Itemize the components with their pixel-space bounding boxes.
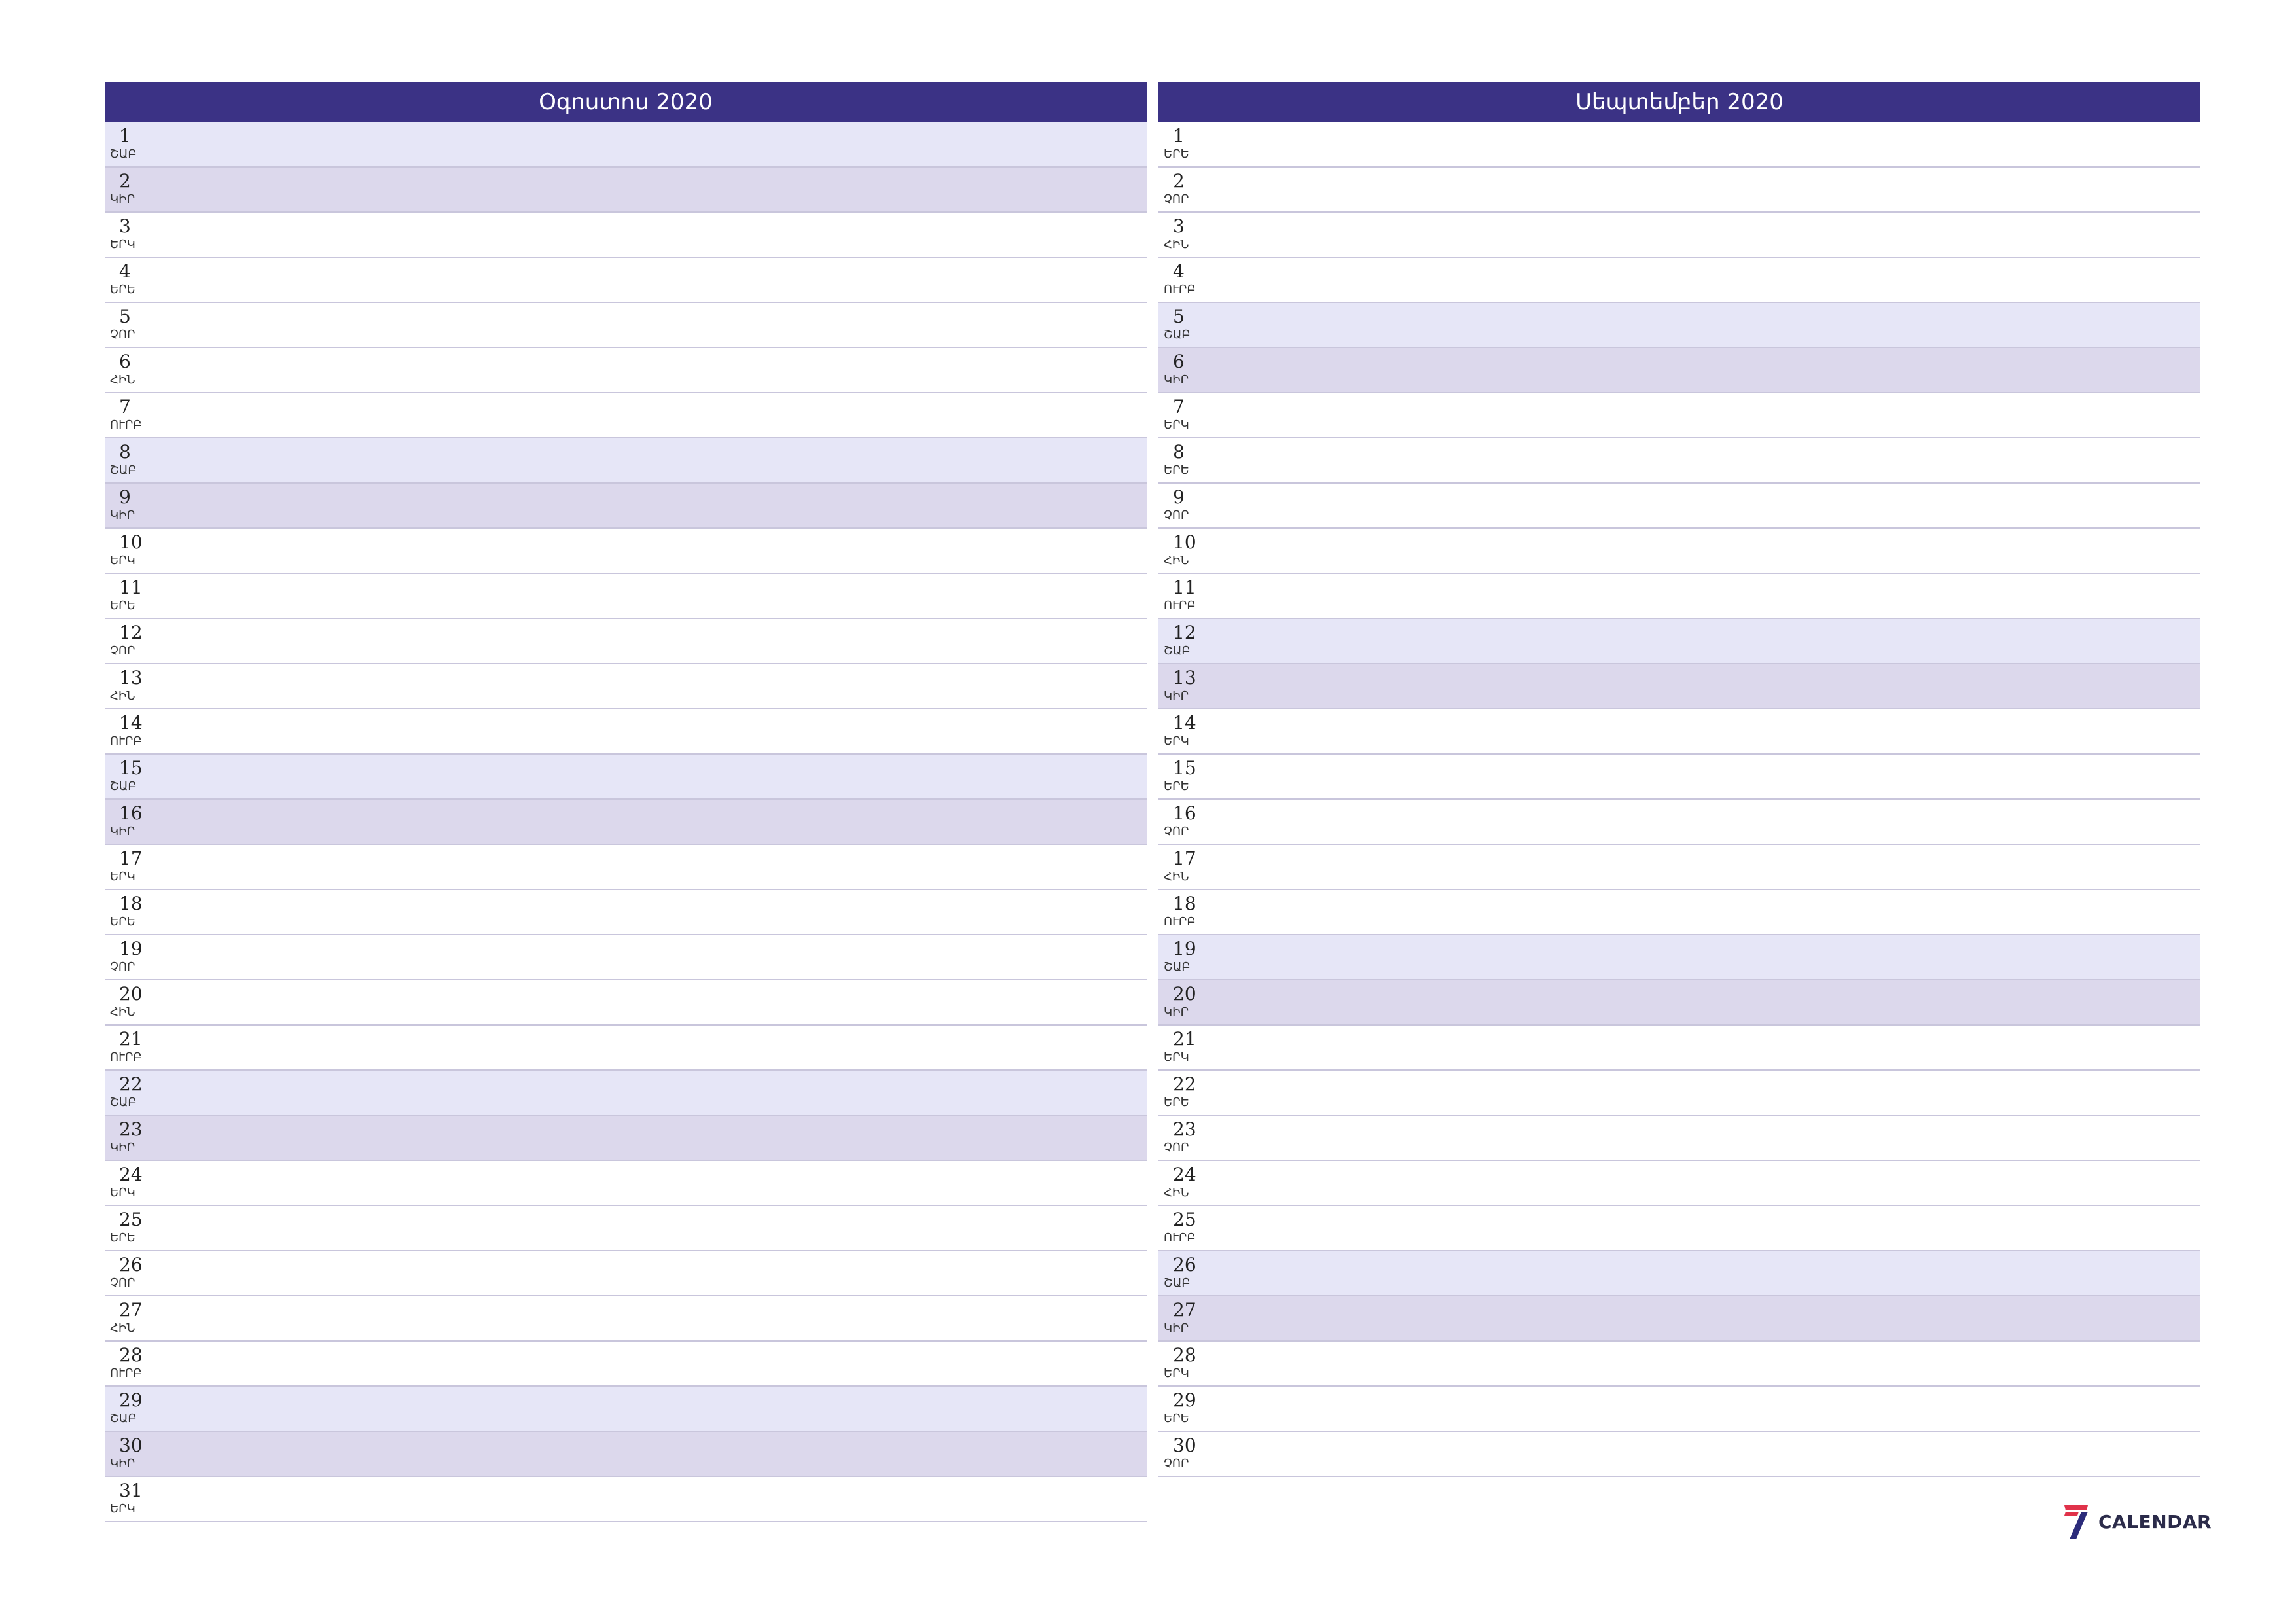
- weekday-label: ՇԱԲ: [110, 779, 137, 793]
- day-row: [105, 529, 1147, 574]
- day-row: [1158, 1342, 2200, 1387]
- weekday-label: ԿԻՐ: [110, 825, 135, 838]
- 7-logo-icon: [2062, 1503, 2092, 1541]
- day-row: [1158, 258, 2200, 303]
- weekday-label: ՀԻՆ: [110, 689, 135, 703]
- day-row: [1158, 1296, 2200, 1342]
- day-row: [105, 1026, 1147, 1071]
- day-row: [1158, 213, 2200, 258]
- day-row: [105, 258, 1147, 303]
- day-row: [105, 1071, 1147, 1116]
- day-number: 26: [1173, 1254, 1196, 1275]
- day-number: 21: [119, 1028, 143, 1050]
- day-row: [105, 303, 1147, 348]
- day-row: [1158, 574, 2200, 619]
- day-row: [1158, 1071, 2200, 1116]
- weekday-label: ԵՐԵ: [1164, 779, 1189, 793]
- weekday-label: ՉՈՐ: [110, 1276, 135, 1290]
- weekday-label: ԵՐԿ: [1164, 1366, 1189, 1380]
- weekday-label: ԿԻՐ: [1164, 689, 1189, 703]
- day-number: 13: [119, 667, 143, 688]
- weekday-label: ՉՈՐ: [1164, 825, 1189, 838]
- weekday-label: ԿԻՐ: [1164, 373, 1189, 387]
- day-number: 25: [1173, 1209, 1196, 1230]
- day-row: [1158, 709, 2200, 755]
- weekday-label: ԵՐԵ: [1164, 1096, 1189, 1109]
- weekday-label: ԿԻՐ: [1164, 1321, 1189, 1335]
- day-number: 17: [1173, 847, 1196, 869]
- day-row: [105, 348, 1147, 393]
- weekday-label: ԵՐԿ: [110, 554, 135, 567]
- weekday-label: ԵՐԿ: [1164, 1050, 1189, 1064]
- day-number: 28: [1173, 1344, 1196, 1366]
- day-number: 31: [119, 1480, 143, 1501]
- day-row: [1158, 1432, 2200, 1477]
- weekday-label: ԵՐԵ: [1164, 463, 1189, 477]
- day-number: 21: [1173, 1028, 1196, 1050]
- day-row: [1158, 1251, 2200, 1296]
- day-number: 14: [119, 712, 143, 734]
- day-number: 5: [119, 306, 131, 327]
- brand-logo: [2062, 1502, 2212, 1541]
- weekday-label: ՈՒՐԲ: [1164, 1231, 1196, 1245]
- day-number: 30: [119, 1435, 143, 1456]
- weekday-label: ՉՈՐ: [110, 328, 135, 342]
- weekday-label: ՈՒՐԲ: [1164, 283, 1196, 296]
- weekday-label: ԿԻՐ: [1164, 1005, 1189, 1019]
- weekday-label: ՈՒՐԲ: [110, 1050, 142, 1064]
- day-list: [1158, 122, 2200, 1477]
- day-number: 18: [119, 893, 143, 914]
- day-row: [105, 1116, 1147, 1161]
- day-row: [1158, 529, 2200, 574]
- day-row: [105, 122, 1147, 168]
- day-row: [105, 755, 1147, 800]
- day-row: [105, 935, 1147, 980]
- day-row: [1158, 168, 2200, 213]
- day-number: 18: [1173, 893, 1196, 914]
- weekday-label: ՈՒՐԲ: [110, 734, 142, 748]
- day-row: [105, 890, 1147, 935]
- day-number: 15: [119, 757, 143, 779]
- weekday-label: ՀԻՆ: [110, 1005, 135, 1019]
- day-number: 12: [1173, 622, 1196, 643]
- weekday-label: ԵՐԵ: [110, 915, 135, 929]
- day-number: 19: [1173, 938, 1196, 959]
- day-row: [1158, 619, 2200, 664]
- weekday-label: ԵՐԿ: [1164, 734, 1189, 748]
- day-number: 8: [119, 441, 131, 463]
- day-number: 4: [119, 260, 131, 282]
- day-number: 29: [1173, 1389, 1196, 1411]
- day-number: 7: [119, 396, 131, 418]
- day-number: 5: [1173, 306, 1185, 327]
- weekday-label: ՉՈՐ: [1164, 1457, 1189, 1471]
- day-row: [105, 1251, 1147, 1296]
- day-row: [1158, 1026, 2200, 1071]
- day-number: 23: [119, 1118, 143, 1140]
- day-number: 7: [1173, 396, 1185, 418]
- weekday-label: ԿԻՐ: [110, 1457, 135, 1471]
- day-row: [105, 800, 1147, 845]
- weekday-label: ԿԻՐ: [110, 1141, 135, 1154]
- day-row: [1158, 1116, 2200, 1161]
- day-number: 19: [119, 938, 143, 959]
- weekday-label: ՇԱԲ: [1164, 644, 1191, 658]
- day-number: 28: [119, 1344, 143, 1366]
- day-number: 8: [1173, 441, 1185, 463]
- day-number: 23: [1173, 1118, 1196, 1140]
- weekday-label: ԵՐԿ: [110, 238, 135, 251]
- weekday-label: ՉՈՐ: [110, 644, 135, 658]
- weekday-label: ՀԻՆ: [1164, 238, 1189, 251]
- weekday-label: ԵՐԵ: [110, 283, 135, 296]
- day-row: [1158, 122, 2200, 168]
- month-title: Օգոստոս 2020: [105, 82, 1147, 122]
- day-number: 13: [1173, 667, 1196, 688]
- day-row: [105, 1206, 1147, 1251]
- weekday-label: ԵՐԿ: [1164, 418, 1189, 432]
- day-row: [1158, 845, 2200, 890]
- day-number: 10: [119, 531, 143, 553]
- weekday-label: ՉՈՐ: [1164, 192, 1189, 206]
- day-row: [105, 484, 1147, 529]
- day-number: 3: [119, 215, 131, 237]
- weekday-label: ԿԻՐ: [110, 508, 135, 522]
- weekday-label: ՈՒՐԲ: [110, 418, 142, 432]
- weekday-label: ԵՐԵ: [1164, 1412, 1189, 1425]
- weekday-label: ՈՒՐԲ: [1164, 599, 1196, 613]
- day-row: [105, 393, 1147, 438]
- day-row: [105, 1432, 1147, 1477]
- day-number: 27: [119, 1299, 143, 1321]
- weekday-label: ՀԻՆ: [110, 373, 135, 387]
- day-list: [105, 122, 1147, 1522]
- day-row: [1158, 438, 2200, 484]
- day-number: 2: [119, 170, 131, 192]
- day-number: 1: [119, 125, 131, 147]
- weekday-label: ԵՐԵ: [110, 599, 135, 613]
- weekday-label: ՀԻՆ: [1164, 870, 1189, 883]
- day-row: [1158, 664, 2200, 709]
- day-number: 6: [119, 351, 131, 372]
- weekday-label: ՉՈՐ: [110, 960, 135, 974]
- day-row: [105, 168, 1147, 213]
- day-number: 16: [119, 802, 143, 824]
- day-row: [105, 1387, 1147, 1432]
- day-number: 12: [119, 622, 143, 643]
- day-row: [105, 709, 1147, 755]
- weekday-label: ՇԱԲ: [1164, 960, 1191, 974]
- weekday-label: ԵՐԵ: [110, 1231, 135, 1245]
- day-number: 2: [1173, 170, 1185, 192]
- day-number: 17: [119, 847, 143, 869]
- day-row: [1158, 303, 2200, 348]
- day-number: 1: [1173, 125, 1185, 147]
- day-number: 6: [1173, 351, 1185, 372]
- day-row: [1158, 935, 2200, 980]
- day-number: 25: [119, 1209, 143, 1230]
- day-row: [105, 1342, 1147, 1387]
- weekday-label: ԵՐԿ: [110, 1186, 135, 1200]
- weekday-label: ԿԻՐ: [110, 192, 135, 206]
- month-september: [1158, 82, 2200, 1477]
- weekday-label: ՇԱԲ: [110, 1412, 137, 1425]
- weekday-label: ՇԱԲ: [1164, 1276, 1191, 1290]
- day-number: 24: [119, 1164, 143, 1185]
- day-row: [105, 1161, 1147, 1206]
- day-number: 26: [119, 1254, 143, 1275]
- day-row: [1158, 484, 2200, 529]
- weekday-label: ՇԱԲ: [110, 463, 137, 477]
- weekday-label: ԵՐԵ: [1164, 147, 1189, 161]
- day-row: [105, 845, 1147, 890]
- day-row: [105, 438, 1147, 484]
- day-row: [1158, 890, 2200, 935]
- day-number: 22: [1173, 1073, 1196, 1095]
- day-number: 14: [1173, 712, 1196, 734]
- day-number: 22: [119, 1073, 143, 1095]
- day-number: 9: [1173, 486, 1185, 508]
- day-number: 30: [1173, 1435, 1196, 1456]
- day-number: 27: [1173, 1299, 1196, 1321]
- day-number: 29: [119, 1389, 143, 1411]
- day-row: [1158, 980, 2200, 1026]
- logo-text: CALENDAR: [2098, 1510, 2212, 1533]
- day-number: 9: [119, 486, 131, 508]
- day-row: [105, 619, 1147, 664]
- weekday-label: ՉՈՐ: [1164, 1141, 1189, 1154]
- day-number: 15: [1173, 757, 1196, 779]
- weekday-label: ՈՒՐԲ: [1164, 915, 1196, 929]
- day-number: 3: [1173, 215, 1185, 237]
- day-number: 20: [1173, 983, 1196, 1005]
- day-row: [105, 664, 1147, 709]
- weekday-label: ՀԻՆ: [110, 1321, 135, 1335]
- day-row: [1158, 755, 2200, 800]
- day-row: [105, 1477, 1147, 1522]
- month-august: [105, 82, 1147, 1522]
- day-row: [105, 980, 1147, 1026]
- day-row: [105, 213, 1147, 258]
- day-number: 16: [1173, 802, 1196, 824]
- weekday-label: ՇԱԲ: [110, 1096, 137, 1109]
- month-title: Սեպտեմբեր 2020: [1158, 82, 2200, 122]
- day-number: 4: [1173, 260, 1185, 282]
- weekday-label: ՉՈՐ: [1164, 508, 1189, 522]
- day-number: 24: [1173, 1164, 1196, 1185]
- day-row: [1158, 393, 2200, 438]
- day-row: [1158, 1387, 2200, 1432]
- weekday-label: ՀԻՆ: [1164, 1186, 1189, 1200]
- day-row: [1158, 1206, 2200, 1251]
- weekday-label: ԵՐԿ: [110, 1502, 135, 1516]
- day-number: 20: [119, 983, 143, 1005]
- day-row: [1158, 800, 2200, 845]
- day-row: [105, 574, 1147, 619]
- day-number: 10: [1173, 531, 1196, 553]
- weekday-label: ՈՒՐԲ: [110, 1366, 142, 1380]
- weekday-label: ԵՐԿ: [110, 870, 135, 883]
- day-row: [1158, 1161, 2200, 1206]
- day-number: 11: [119, 577, 143, 598]
- day-number: 11: [1173, 577, 1196, 598]
- day-row: [105, 1296, 1147, 1342]
- weekday-label: ՇԱԲ: [110, 147, 137, 161]
- day-row: [1158, 348, 2200, 393]
- weekday-label: ՀԻՆ: [1164, 554, 1189, 567]
- weekday-label: ՇԱԲ: [1164, 328, 1191, 342]
